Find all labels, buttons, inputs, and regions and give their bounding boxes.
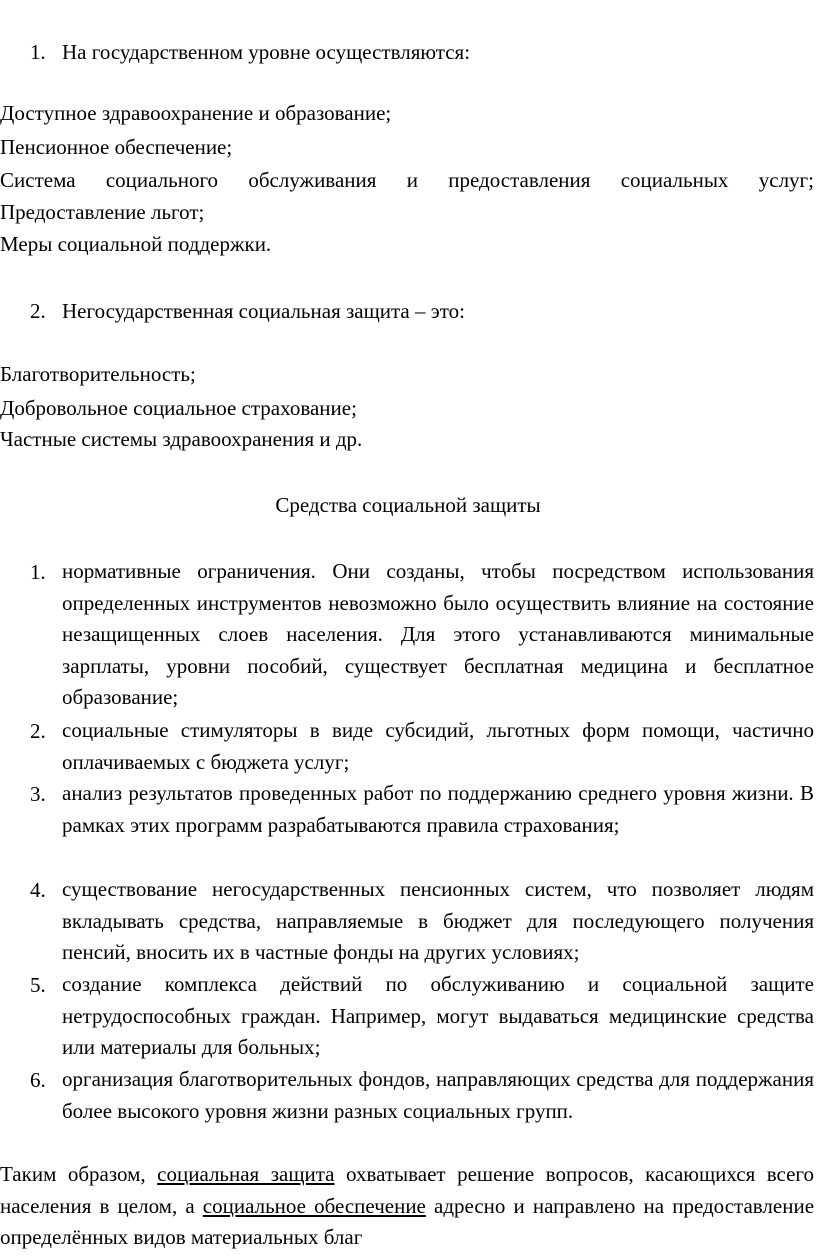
list-item: социальные стимуляторы в виде субсидий, льготных форм помощи, частично оплачиваемых с бюджета услуг; bbox=[62, 718, 814, 774]
list-number: 2. bbox=[30, 299, 46, 323]
list-line: Доступное здравоохранение и образование; bbox=[0, 101, 392, 125]
list-line: Система социального обслуживания и предоставления социальных услуг; bbox=[0, 168, 814, 192]
list-number: 1. bbox=[30, 40, 46, 64]
section-title: Средства социальной защиты bbox=[275, 493, 541, 517]
list-number: 3. bbox=[30, 782, 46, 806]
list-item: создание комплекса действий по обслуживанию и социальной защите нетрудоспособных граждан. Например, могут выдаваться медицинские средства или материалы для больных; bbox=[62, 972, 814, 1060]
list-number: 6. bbox=[30, 1068, 46, 1092]
conclusion-text: Таким образом, bbox=[0, 1162, 158, 1186]
list-item: нормативные ограничения. Они созданы, чтобы посредством использования определенных инструментов невозможно было осуществить влияние на состояние незащищенных слоев населения. Для этого устанавливаются минимальные зарплаты, уровни пособий, существует бесплатная медицина и бесплатное образование; bbox=[62, 559, 814, 710]
list-item: организация благотворительных фондов, направляющих средства для поддержания более высокого уровня жизни разных социальных групп. bbox=[62, 1067, 814, 1123]
list-number: 1. bbox=[30, 560, 46, 584]
social-protection-link[interactable]: социальная защита bbox=[157, 1162, 335, 1186]
list-line: Благотворительность; bbox=[0, 362, 196, 386]
social-security-link[interactable]: социальное обеспечение bbox=[202, 1193, 426, 1218]
list-item: существование негосударственных пенсионных систем, что позволяет людям вкладывать средства, направляемые в бюджет для последующего получения пенсий, вносить их в частные фонды на других условиях; bbox=[62, 877, 814, 965]
list-line: Предоставление льгот; bbox=[0, 200, 205, 224]
list-line: Меры социальной поддержки. bbox=[0, 232, 272, 256]
conclusion-text: адресно и направлено на предоставление определённых видов материальных благ bbox=[0, 1193, 815, 1250]
list-number: 4. bbox=[30, 878, 46, 902]
list-line: Добровольное социальное страхование; bbox=[0, 396, 357, 420]
list-item: анализ результатов проведенных работ по поддержанию среднего уровня жизни. В рамках этих программ разрабатываются правила страхования; bbox=[62, 781, 814, 837]
list-number: 5. bbox=[30, 973, 46, 997]
conclusion-text: охватывает решение вопросов, касающихся всего населения в целом, а bbox=[0, 1162, 814, 1218]
section-heading: Негосударственная социальная защита – это: bbox=[62, 299, 465, 323]
conclusion-paragraph bbox=[0, 1159, 814, 1254]
list-number: 2. bbox=[30, 719, 46, 743]
list-line: Пенсионное обеспечение; bbox=[0, 135, 233, 159]
section-heading: На государственном уровне осуществляются: bbox=[62, 40, 471, 64]
list-line: Частные системы здравоохранения и др. bbox=[0, 427, 363, 451]
